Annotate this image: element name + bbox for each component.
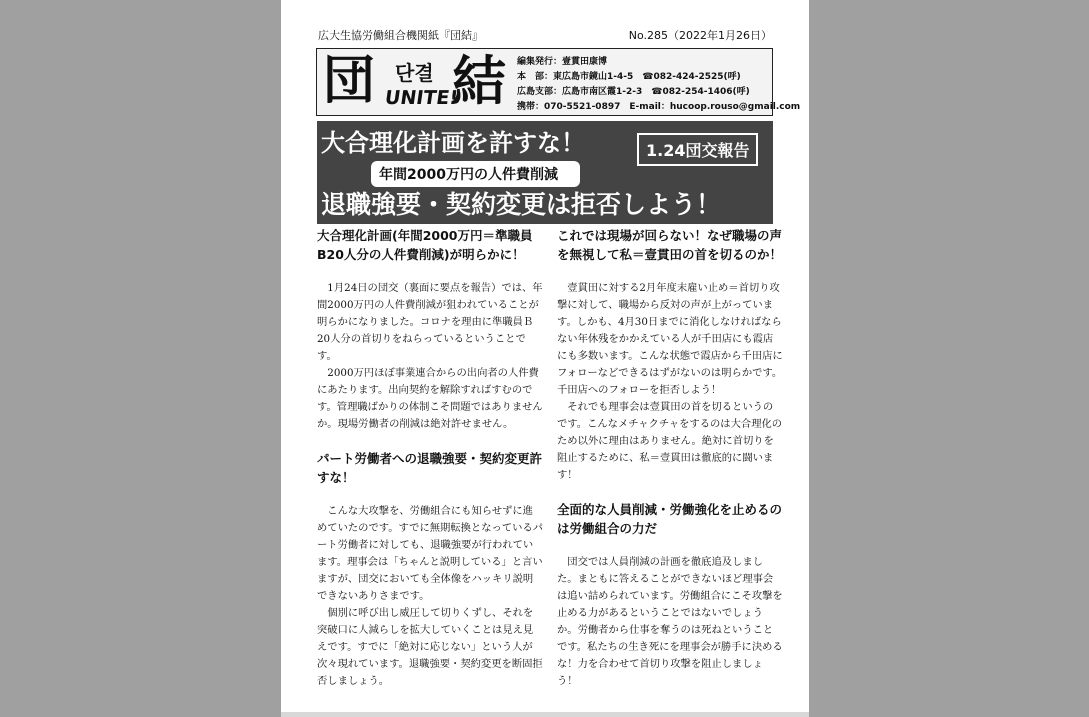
mobile-email-line: 携帯：070-5521-0897 E-mail：hucoop.rouso@gmail.com xyxy=(517,102,801,112)
headline-box xyxy=(317,121,773,224)
paragraph: 2000万円ほぼ事業連合からの出向者の人件費にあたります。出向契約を解除すればすむのです。管理職ばかりの体制こそ問題ではありませんか。現場労働者の削減は絶対許せません。 xyxy=(317,367,543,430)
masthead-logo-ketsu: 結 xyxy=(452,49,506,113)
headline-secondary: 退職強要・契約変更は拒否しよう！ xyxy=(321,190,722,219)
paragraph: 1月24日の団交（裏面に要点を報告）では、年間2000万円の人件費削減が狙われていることが明らかになりました。コロナを理由に準職員Ｂ20人分の首切りをねらっているということです。 xyxy=(317,282,543,362)
publication-name: 広大生協労働組合機関紙『団結』 xyxy=(318,29,483,42)
masthead-logo-dan: 団 xyxy=(323,50,376,111)
report-badge: 1.24団交報告 xyxy=(637,133,758,166)
viewer-background-right xyxy=(809,0,1089,717)
editor-line: 編集発行：壹貫田康博 xyxy=(517,57,608,67)
paragraph: それでも理事会は壹貫田の首を切るというのです。こんなメチャクチャをするのは大合理化のため以外に理由はありません。絶対に首切りを阻止するために、私＝壹貫田は徹底的に闘います！ xyxy=(557,401,783,481)
masthead-logo-unite: UNITE! xyxy=(383,87,460,109)
viewer-background-left xyxy=(0,0,281,717)
page-header xyxy=(318,27,772,43)
issue-number: No.285（2022年1月26日） xyxy=(628,29,772,42)
hq-address-line: 本 部：東広島市鏡山1-4-5 ☎082-424-2525(呼) xyxy=(517,72,741,82)
document-page xyxy=(281,0,809,717)
article-column-left xyxy=(317,226,543,690)
headline-speech-bubble: 年間2000万円の人件費削減 xyxy=(371,161,580,187)
paragraph: 団交では人員削減の計画を徹底追及しました。まともに答えることができないほど理事会は追い詰められています。労働組合にこそ攻撃を止める力があるということではないでしょうか。労働者から仕事を奪うのは死ねということです。私たちの生き死にを理事会が勝手に決めるな！力を合わせて首切り攻撃を阻止しましょう！ xyxy=(557,556,783,687)
subheading: これでは現場が回らない！なぜ職場の声を無視して私＝壹貫田の首を切るのか！ xyxy=(557,228,783,262)
masthead-logo-korean: 단결 xyxy=(395,61,434,85)
masthead-contact-info xyxy=(517,55,800,115)
paragraph: 壹貫田に対する2月年度末雇い止め＝首切り攻撃に対して、職場から反対の声が上がっています。しかも、4月30日までに消化しなければならない年休残をかかえている人が千田店にも霞店にも多数います。こんな状態で霞店から千田店にフォローなどできるはずがないのは明らかです。千田店へのフォローを拒否しよう！ xyxy=(557,282,783,396)
subheading: 全面的な人員削減・労働強化を止めるのは労働組合の力だ xyxy=(557,502,783,536)
paragraph: 個別に呼び出し威圧して切りくずし、それを突破口に人減らしを拡大していくことは見え見えです。すでに「絶対に応じない」という人が次々現れています。退職強要・契約変更を断固拒否しましょう。 xyxy=(317,607,543,687)
article-column-right xyxy=(557,226,783,690)
masthead xyxy=(316,48,801,116)
subheading: 大合理化計画(年間2000万円＝準職員B20人分の人件費削減)が明らかに！ xyxy=(317,228,533,262)
headline-main: 大合理化計画を許すな！ xyxy=(321,129,585,157)
paragraph: こんな大攻撃を、労働組合にも知らせずに進めていたのです。すでに無期転換となっているパート労働者に対しても、退職強要が行われています。理事会は「ちゃんと説明している」と言いますが、団交においても全体像をハッキリ説明できないありさまです。 xyxy=(317,505,544,602)
branch-address-line: 広島支部：広島市南区霞1-2-3 ☎082-254-1406(呼) xyxy=(517,87,750,97)
subheading: パート労働者への退職強要・契約変更許すな！ xyxy=(317,451,543,485)
page-bottom-edge xyxy=(281,712,809,717)
